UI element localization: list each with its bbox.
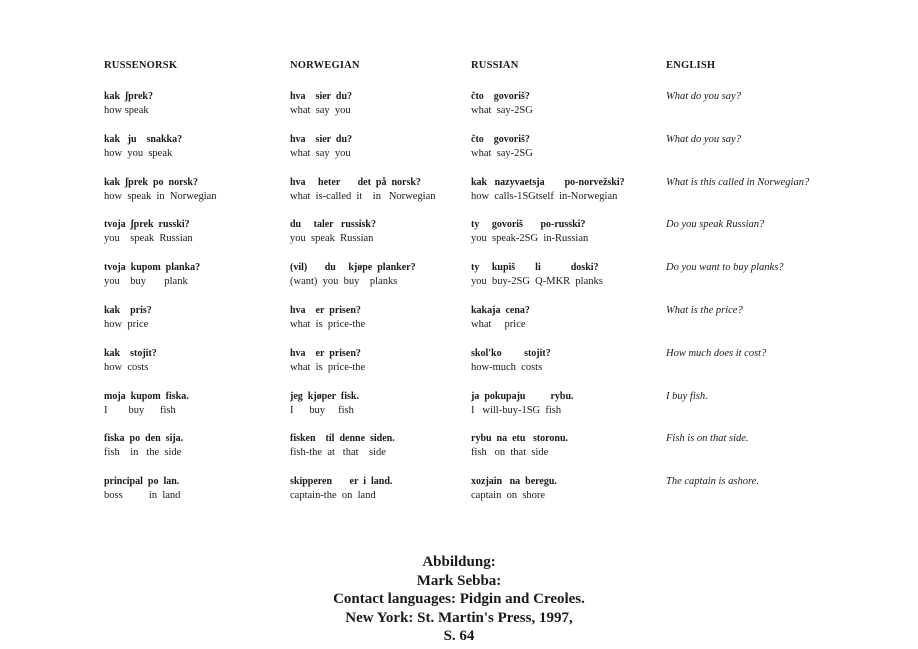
russenorsk-cell [104, 432, 183, 460]
norwegian-cell [290, 218, 376, 246]
russenorsk-cell [104, 390, 189, 418]
source-sentence: tvoja kupom planka? [104, 262, 201, 274]
norwegian-cell [290, 176, 436, 204]
word-gloss: what price [471, 318, 526, 330]
table-row [104, 133, 884, 176]
word-gloss: you speak-2SG in-Russian [471, 233, 589, 245]
english-translation: What is the price? [666, 304, 743, 316]
word-gloss: what is price-the [290, 318, 366, 330]
language-comparison-table [104, 60, 884, 518]
table-body [104, 90, 884, 518]
source-sentence: kak ʃprek po norsk? [104, 176, 198, 188]
header-russian: RUSSIAN [471, 60, 519, 71]
norwegian-cell [290, 390, 359, 418]
word-gloss: how speak [104, 105, 149, 116]
english-translation: I buy fish. [666, 390, 708, 402]
english-translation: How much does it cost? [666, 347, 767, 359]
table-row [104, 432, 884, 475]
figure-caption [0, 553, 918, 646]
caption-line: Contact languages: Pidgin and Creoles. [333, 591, 585, 607]
source-sentence: (vil) du kjøpe planker? [290, 262, 416, 274]
word-gloss: (want) you buy planks [290, 276, 398, 288]
word-gloss: captain on shore [471, 490, 546, 502]
word-gloss: how costs [104, 361, 149, 373]
source-sentence: hva er prisen? [290, 304, 361, 316]
english-translation: Fish is on that side. [666, 433, 749, 445]
word-gloss: you speak Russian [290, 233, 374, 245]
header-english: ENGLISH [666, 60, 716, 71]
norwegian-cell [290, 304, 365, 332]
source-sentence: hva heter det på norsk? [290, 176, 421, 188]
russenorsk-cell [104, 133, 182, 161]
english-translation: What do you say? [666, 133, 741, 145]
source-sentence: xozjain na beregu. [471, 476, 557, 488]
caption-line: New York: St. Martin's Press, 1997, [345, 609, 573, 626]
source-sentence: fiska po den sija. [104, 433, 184, 445]
russian-cell [471, 432, 568, 460]
norwegian-cell [290, 432, 395, 460]
table-row [104, 218, 884, 261]
norwegian-cell [290, 133, 352, 161]
word-gloss: how calls-1SGtself in-Norwegian [471, 190, 618, 202]
source-sentence: kak ju snakka? [104, 133, 183, 145]
source-sentence: kak stojit? [104, 347, 157, 359]
english-translation: What do you say? [666, 91, 741, 102]
word-gloss: what is price-the [290, 361, 366, 373]
caption-line: S. 64 [443, 628, 475, 644]
russian-cell [471, 90, 533, 118]
header-russenorsk: RUSSENORSK [104, 60, 178, 71]
source-sentence: skipperen er i land. [290, 476, 393, 488]
word-gloss: what say-2SG [471, 147, 533, 159]
source-sentence: jeg kjøper fisk. [290, 390, 359, 402]
russenorsk-cell [104, 176, 217, 204]
english-translation: What is this called in Norwegian? [666, 176, 810, 188]
norwegian-cell [290, 347, 365, 375]
word-gloss: you buy plank [104, 276, 188, 288]
word-gloss: I buy fish [290, 404, 354, 416]
word-gloss: how-much costs [471, 361, 543, 373]
russenorsk-cell [104, 304, 152, 332]
norwegian-cell [290, 475, 392, 503]
source-sentence: ty govoriš po-russki? [471, 219, 586, 231]
source-sentence: du taler russisk? [290, 219, 376, 231]
norwegian-cell [290, 90, 352, 118]
word-gloss: boss in land [104, 490, 181, 502]
table-row [104, 176, 884, 219]
source-sentence: hva er prisen? [290, 347, 361, 359]
russenorsk-cell [104, 347, 157, 375]
russian-cell [471, 218, 588, 246]
word-gloss: fish-the at that side [290, 447, 386, 459]
source-sentence: čto govoriš? [471, 133, 530, 145]
english-translation: Do you want to buy planks? [666, 262, 784, 274]
table-row [104, 261, 884, 304]
norwegian-cell [290, 261, 416, 289]
word-gloss: fish on that side [471, 447, 549, 459]
source-sentence: skol'ko stojit? [471, 347, 551, 359]
caption-line: Mark Sebba: [416, 572, 502, 589]
english-translation: Do you speak Russian? [666, 219, 765, 231]
source-sentence: čto govoriš? [471, 91, 530, 102]
word-gloss: how you speak [104, 147, 173, 159]
source-sentence: kak nazyvaetsja po-norvežski? [471, 176, 625, 188]
word-gloss: you speak Russian [104, 233, 193, 245]
russenorsk-cell [104, 475, 180, 503]
source-sentence: moja kupom fiska. [104, 390, 189, 402]
word-gloss: how price [104, 318, 149, 330]
word-gloss: I will-buy-1SG fish [471, 404, 562, 416]
source-sentence: ty kupiš li doski? [471, 262, 599, 274]
word-gloss: I buy fish [104, 404, 176, 416]
source-sentence: tvoja ʃprek russki? [104, 219, 190, 231]
source-sentence: ja pokupaju rybu. [471, 390, 574, 402]
table-row [104, 347, 884, 390]
word-gloss: what say-2SG [471, 105, 533, 116]
english-translation: The captain is ashore. [666, 476, 759, 488]
word-gloss: how speak in Norwegian [104, 190, 217, 202]
word-gloss: what say you [290, 105, 351, 116]
table-row [104, 90, 884, 133]
header-row [104, 60, 884, 90]
source-sentence: kakaja cena? [471, 304, 530, 316]
source-sentence: rybu na etu storonu. [471, 433, 569, 445]
russian-cell [471, 261, 603, 289]
header-norwegian: NORWEGIAN [290, 60, 360, 71]
source-sentence: hva sier du? [290, 133, 353, 145]
russian-cell [471, 176, 625, 204]
russian-cell [471, 347, 551, 375]
russenorsk-cell [104, 218, 193, 246]
table-row [104, 390, 884, 433]
russian-cell [471, 475, 557, 503]
word-gloss: you buy-2SG Q-MKR planks [471, 276, 603, 288]
word-gloss: what say you [290, 147, 351, 159]
russenorsk-cell [104, 261, 200, 289]
caption-line: Abbildung: [422, 554, 496, 570]
table-row [104, 475, 884, 518]
word-gloss: fish in the side [104, 447, 182, 459]
russian-cell [471, 390, 574, 418]
source-sentence: principal po lan. [104, 476, 180, 488]
word-gloss: captain-the on land [290, 490, 376, 502]
source-sentence: kak pris? [104, 304, 152, 316]
source-sentence: fisken til denne siden. [290, 433, 395, 445]
russian-cell [471, 304, 530, 332]
table-row [104, 304, 884, 347]
source-sentence: hva sier du? [290, 91, 353, 102]
russenorsk-cell [104, 90, 153, 118]
russian-cell [471, 133, 533, 161]
word-gloss: what is-called it in Norwegian [290, 190, 436, 202]
source-sentence: kak ʃprek? [104, 91, 153, 102]
